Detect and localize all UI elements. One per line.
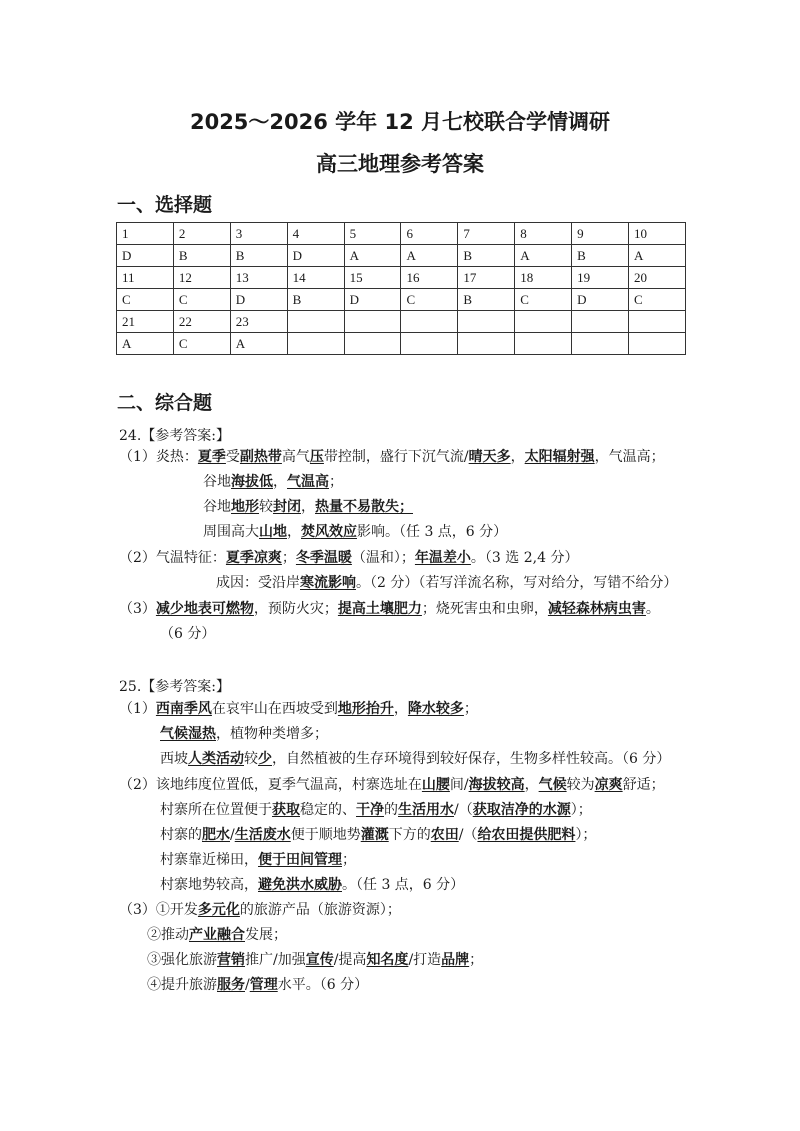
page-subtitle: 高三地理参考答案 (316, 152, 484, 176)
table-cell: B (572, 245, 629, 267)
table-cell: 12 (173, 267, 230, 289)
table-cell: 17 (458, 267, 515, 289)
table-cell: A (515, 245, 572, 267)
table-cell (344, 311, 401, 333)
table-cell (287, 311, 344, 333)
table-cell: 15 (344, 267, 401, 289)
table-cell: D (287, 245, 344, 267)
answer-line: 村寨的肥水/生活废水便于顺地势灌溉下方的农田/（给农田提供肥料）； (160, 827, 597, 843)
answer-line: 周围高大山地，焚风效应影响。（任 3 点，6 分） (203, 524, 508, 540)
answer-line: ③强化旅游营销推广/加强宣传/提高知名度/打造品牌； (147, 952, 484, 968)
answer-line: （2）气温特征：夏季凉爽；冬季温暖（温和）；年温差小。（3 选 2,4 分） (119, 550, 579, 566)
table-row (117, 333, 686, 355)
question-24-label: 24.【参考答案:】 (119, 428, 230, 444)
table-row (117, 267, 686, 289)
answer-line: ④提升旅游服务/管理水平。（6 分） (147, 977, 369, 993)
table-cell (344, 333, 401, 355)
table-cell (572, 311, 629, 333)
table-cell: A (117, 333, 174, 355)
table-cell (458, 333, 515, 355)
table-cell: 23 (230, 311, 287, 333)
table-cell: B (173, 245, 230, 267)
table-cell: 14 (287, 267, 344, 289)
answer-line: 气候湿热，植物种类增多； (160, 726, 328, 742)
table-cell: 2 (173, 223, 230, 245)
table-cell (572, 333, 629, 355)
answer-line: 村寨地势较高，避免洪水威胁。（任 3 点，6 分） (160, 877, 465, 893)
section-heading-choice: 一、选择题 (117, 194, 213, 216)
question-25-label: 25.【参考答案:】 (119, 679, 230, 695)
table-row (117, 289, 686, 311)
table-cell: A (344, 245, 401, 267)
table-cell: 5 (344, 223, 401, 245)
table-row (117, 245, 686, 267)
table-cell (629, 311, 686, 333)
table-cell: C (117, 289, 174, 311)
table-cell: 10 (629, 223, 686, 245)
table-cell: 1 (117, 223, 174, 245)
answer-line: （3）减少地表可燃物，预防火灾；提高土壤肥力；烧死害虫和虫卵，减轻森林病虫害。 (119, 601, 660, 617)
answer-line: （3）①开发多元化的旅游产品（旅游资源）； (119, 902, 401, 918)
table-row (117, 311, 686, 333)
table-cell: B (458, 289, 515, 311)
table-cell: D (117, 245, 174, 267)
table-row (117, 223, 686, 245)
table-cell: 3 (230, 223, 287, 245)
table-cell: C (515, 289, 572, 311)
table-cell: 20 (629, 267, 686, 289)
answer-line: 村寨靠近梯田，便于田间管理； (160, 852, 356, 868)
answer-table (116, 222, 686, 355)
answer-line: 西坡人类活动较少，自然植被的生存环境得到较好保存，生物多样性较高。（6 分） (160, 751, 671, 767)
answer-line: 谷地地形较封闭，热量不易散失； (203, 499, 413, 515)
table-cell: B (287, 289, 344, 311)
table-cell: D (230, 289, 287, 311)
page-title: 2025～2026 学年 12 月七校联合学情调研 (189, 110, 611, 134)
table-cell (629, 333, 686, 355)
table-cell: B (458, 245, 515, 267)
table-cell (515, 311, 572, 333)
table-cell: 8 (515, 223, 572, 245)
table-cell: 9 (572, 223, 629, 245)
table-cell: 19 (572, 267, 629, 289)
table-cell: D (344, 289, 401, 311)
answer-line: （1）炎热：夏季受副热带高气压带控制，盛行下沉气流/晴天多，太阳辐射强，气温高； (119, 449, 665, 465)
table-cell: C (629, 289, 686, 311)
section-heading-comprehensive: 二、综合题 (117, 392, 213, 414)
table-cell: C (401, 289, 458, 311)
table-cell: 6 (401, 223, 458, 245)
table-cell: 22 (173, 311, 230, 333)
table-cell: 21 (117, 311, 174, 333)
answer-line: （2）该地纬度位置低，夏季气温高，村寨选址在山腰间/海拔较高，气候较为凉爽舒适； (119, 777, 665, 793)
table-cell: 7 (458, 223, 515, 245)
table-cell: 16 (401, 267, 458, 289)
table-cell: A (629, 245, 686, 267)
table-cell: A (230, 333, 287, 355)
table-cell: B (230, 245, 287, 267)
answer-line: （6 分） (160, 626, 216, 642)
table-cell: 4 (287, 223, 344, 245)
answer-line: 谷地海拔低，气温高； (203, 474, 343, 490)
table-cell: 13 (230, 267, 287, 289)
answer-line: 成因：受沿岸寒流影响。（2 分）（若写洋流名称，写对给分，写错不给分） (216, 575, 678, 591)
table-cell (515, 333, 572, 355)
answer-line: （1）西南季风在哀牢山在西坡受到地形抬升，降水较多； (119, 701, 478, 717)
table-cell: 11 (117, 267, 174, 289)
table-cell: C (173, 333, 230, 355)
table-cell (287, 333, 344, 355)
answer-line: 村寨所在位置便于获取稳定的、干净的生活用水/（获取洁净的水源）； (160, 802, 592, 818)
answer-line: ②推动产业融合发展； (147, 927, 287, 943)
table-cell: 18 (515, 267, 572, 289)
table-cell: C (173, 289, 230, 311)
table-cell (401, 311, 458, 333)
table-cell: D (572, 289, 629, 311)
table-cell (401, 333, 458, 355)
table-cell: A (401, 245, 458, 267)
table-cell (458, 311, 515, 333)
